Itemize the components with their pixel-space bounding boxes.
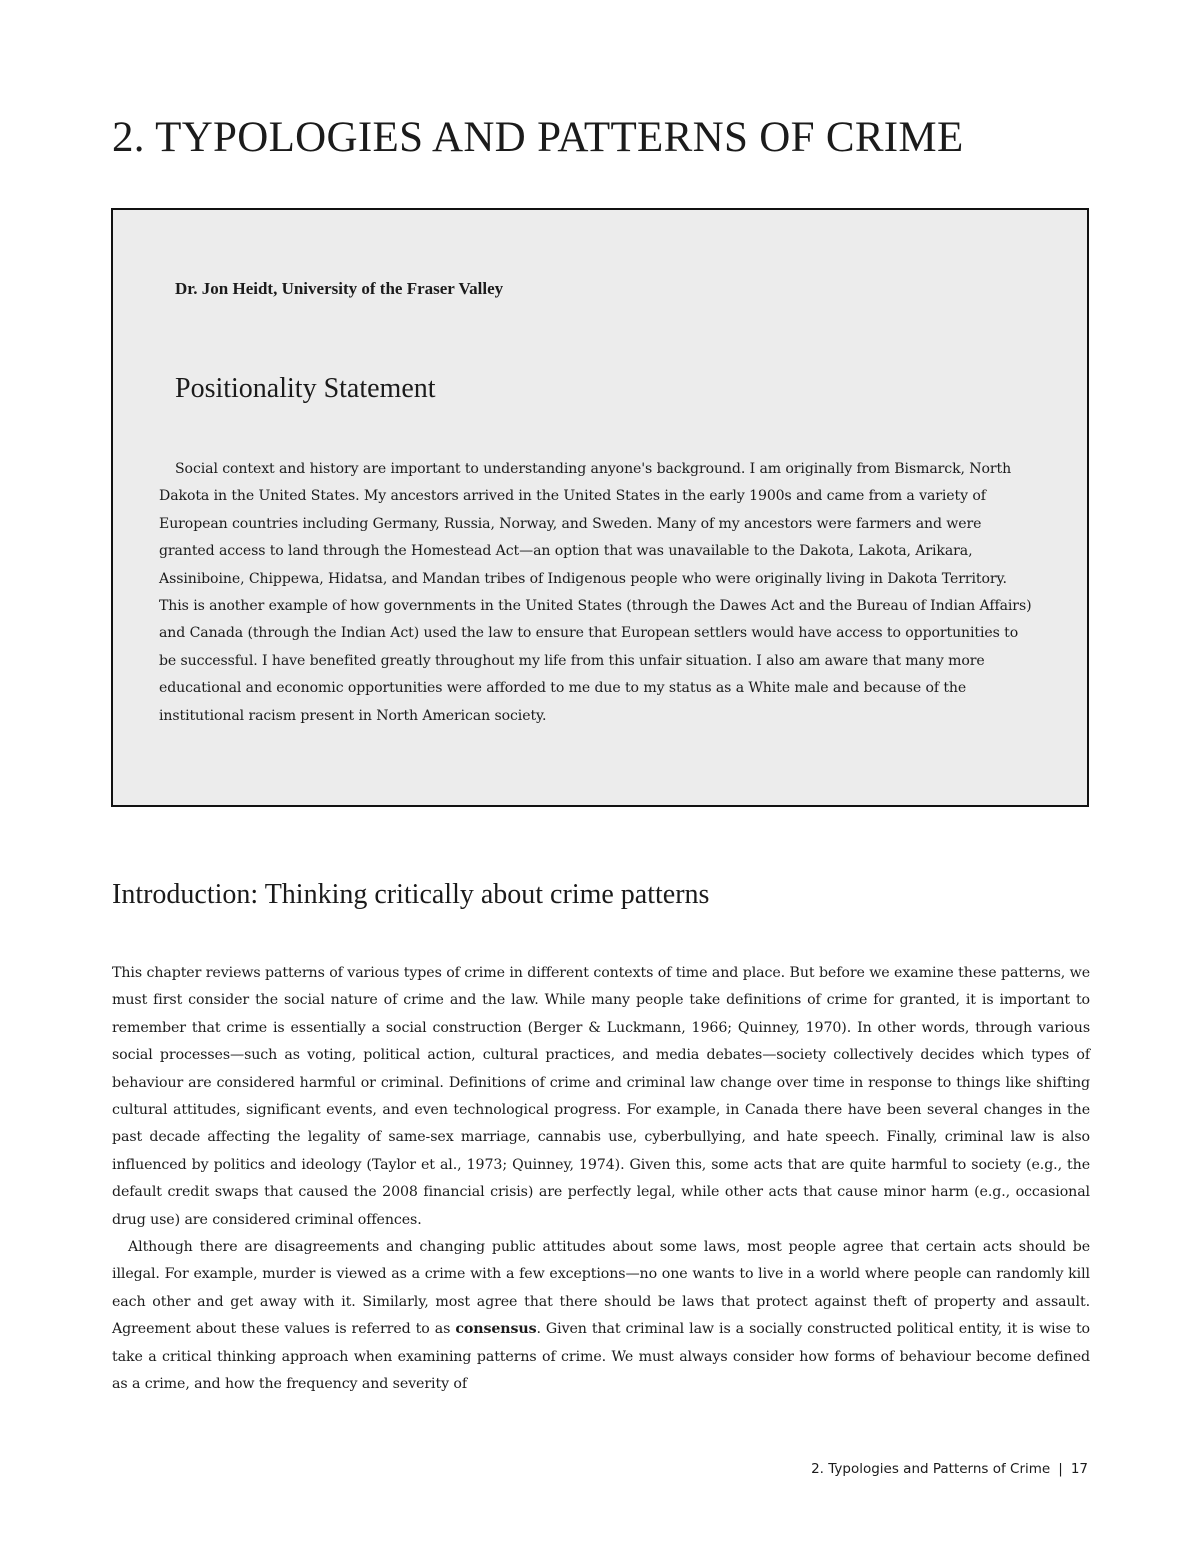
consensus-term: consensus bbox=[455, 1321, 537, 1338]
running-title: 2. Typologies and Patterns of Crime bbox=[811, 1461, 1051, 1477]
positionality-heading: Positionality Statement bbox=[175, 373, 436, 404]
page-footer bbox=[811, 1459, 1088, 1479]
author-credit: Dr. Jon Heidt, University of the Fraser Valley bbox=[175, 279, 504, 298]
paragraph-2-text-after: . Given that criminal law is a socially constructed political entity, it is wise to take a critical thinking approach when examining patterns of crime. We must always consider how forms of behaviour become defined as a crime, and how the frequency and severity of bbox=[112, 1321, 1090, 1393]
introduction-paragraph-2 bbox=[112, 1234, 1090, 1398]
introduction-body bbox=[112, 960, 1090, 1399]
paragraph-2-text-before: Although there are disagreements and changing public attitudes about some laws, most people agree that certain acts should be illegal. For example, murder is viewed as a crime with a few exceptions—no one wants to live in a world where people can randomly kill each other and get away with it. Similarly, most agree that there should be laws that protect against theft of property and assault. Agreement about these values is referred to as bbox=[112, 1239, 1090, 1338]
introduction-heading: Introduction: Thinking critically about crime patterns bbox=[112, 879, 710, 910]
page-number: 17 bbox=[1070, 1461, 1088, 1477]
introduction-paragraph-1: This chapter reviews patterns of various types of crime in different contexts of time and place. But before we examine these patterns, we must first consider the social nature of crime and the law. While many people take definitions of crime for granted, it is important to remember that crime is essentially a social construction (Berger & Luckmann, 1966; Quinney, 1970). In other words, through various social processes—such as voting, political action, cultural practices, and media debates—society collectively decides which types of behaviour are considered harmful or criminal. Definitions of crime and criminal law change over time in response to things like shifting cultural attitudes, significant events, and even technological progress. For example, in Canada there have been several changes in the past decade affecting the legality of same-sex marriage, cannabis use, cyberbullying, and hate speech. Finally, criminal law is also influenced by politics and ideology (Taylor et al., 1973; Quinney, 1974). Given this, some acts that are quite harmful to society (e.g., the default credit swaps that caused the 2008 financial crisis) are perfectly legal, while other acts that cause minor harm (e.g., occasional drug use) are considered criminal offences. bbox=[112, 965, 1090, 1228]
positionality-paragraph: Social context and history are important to understanding anyone's background. I am originally from Bismarck, North Dakota in the United States. My ancestors arrived in the United States in the early 1900s and came from a variety of European countries including Germany, Russia, Norway, and Sweden. Many of my ancestors were farmers and were granted access to land through the Homestead Act—an option that was unavailable to the Dakota, Lakota, Arikara, Assiniboine, Chippewa, Hidatsa, and Mandan tribes of Indigenous people who were originally living in Dakota Territory. This is another example of how governments in the United States (through the Dawes Act and the Bureau of Indian Affairs) and Canada (through the Indian Act) used the law to ensure that European settlers would have access to opportunities to be successful. I have benefited greatly throughout my life from this unfair situation. I also am aware that many more educational and economic opportunities were afforded to me due to my status as a White male and because of the institutional racism present in North American society. bbox=[159, 461, 1032, 724]
chapter-title: 2. TYPOLOGIES AND PATTERNS OF CRIME bbox=[112, 114, 964, 161]
footer-separator: | bbox=[1058, 1461, 1063, 1477]
positionality-box bbox=[111, 208, 1089, 807]
